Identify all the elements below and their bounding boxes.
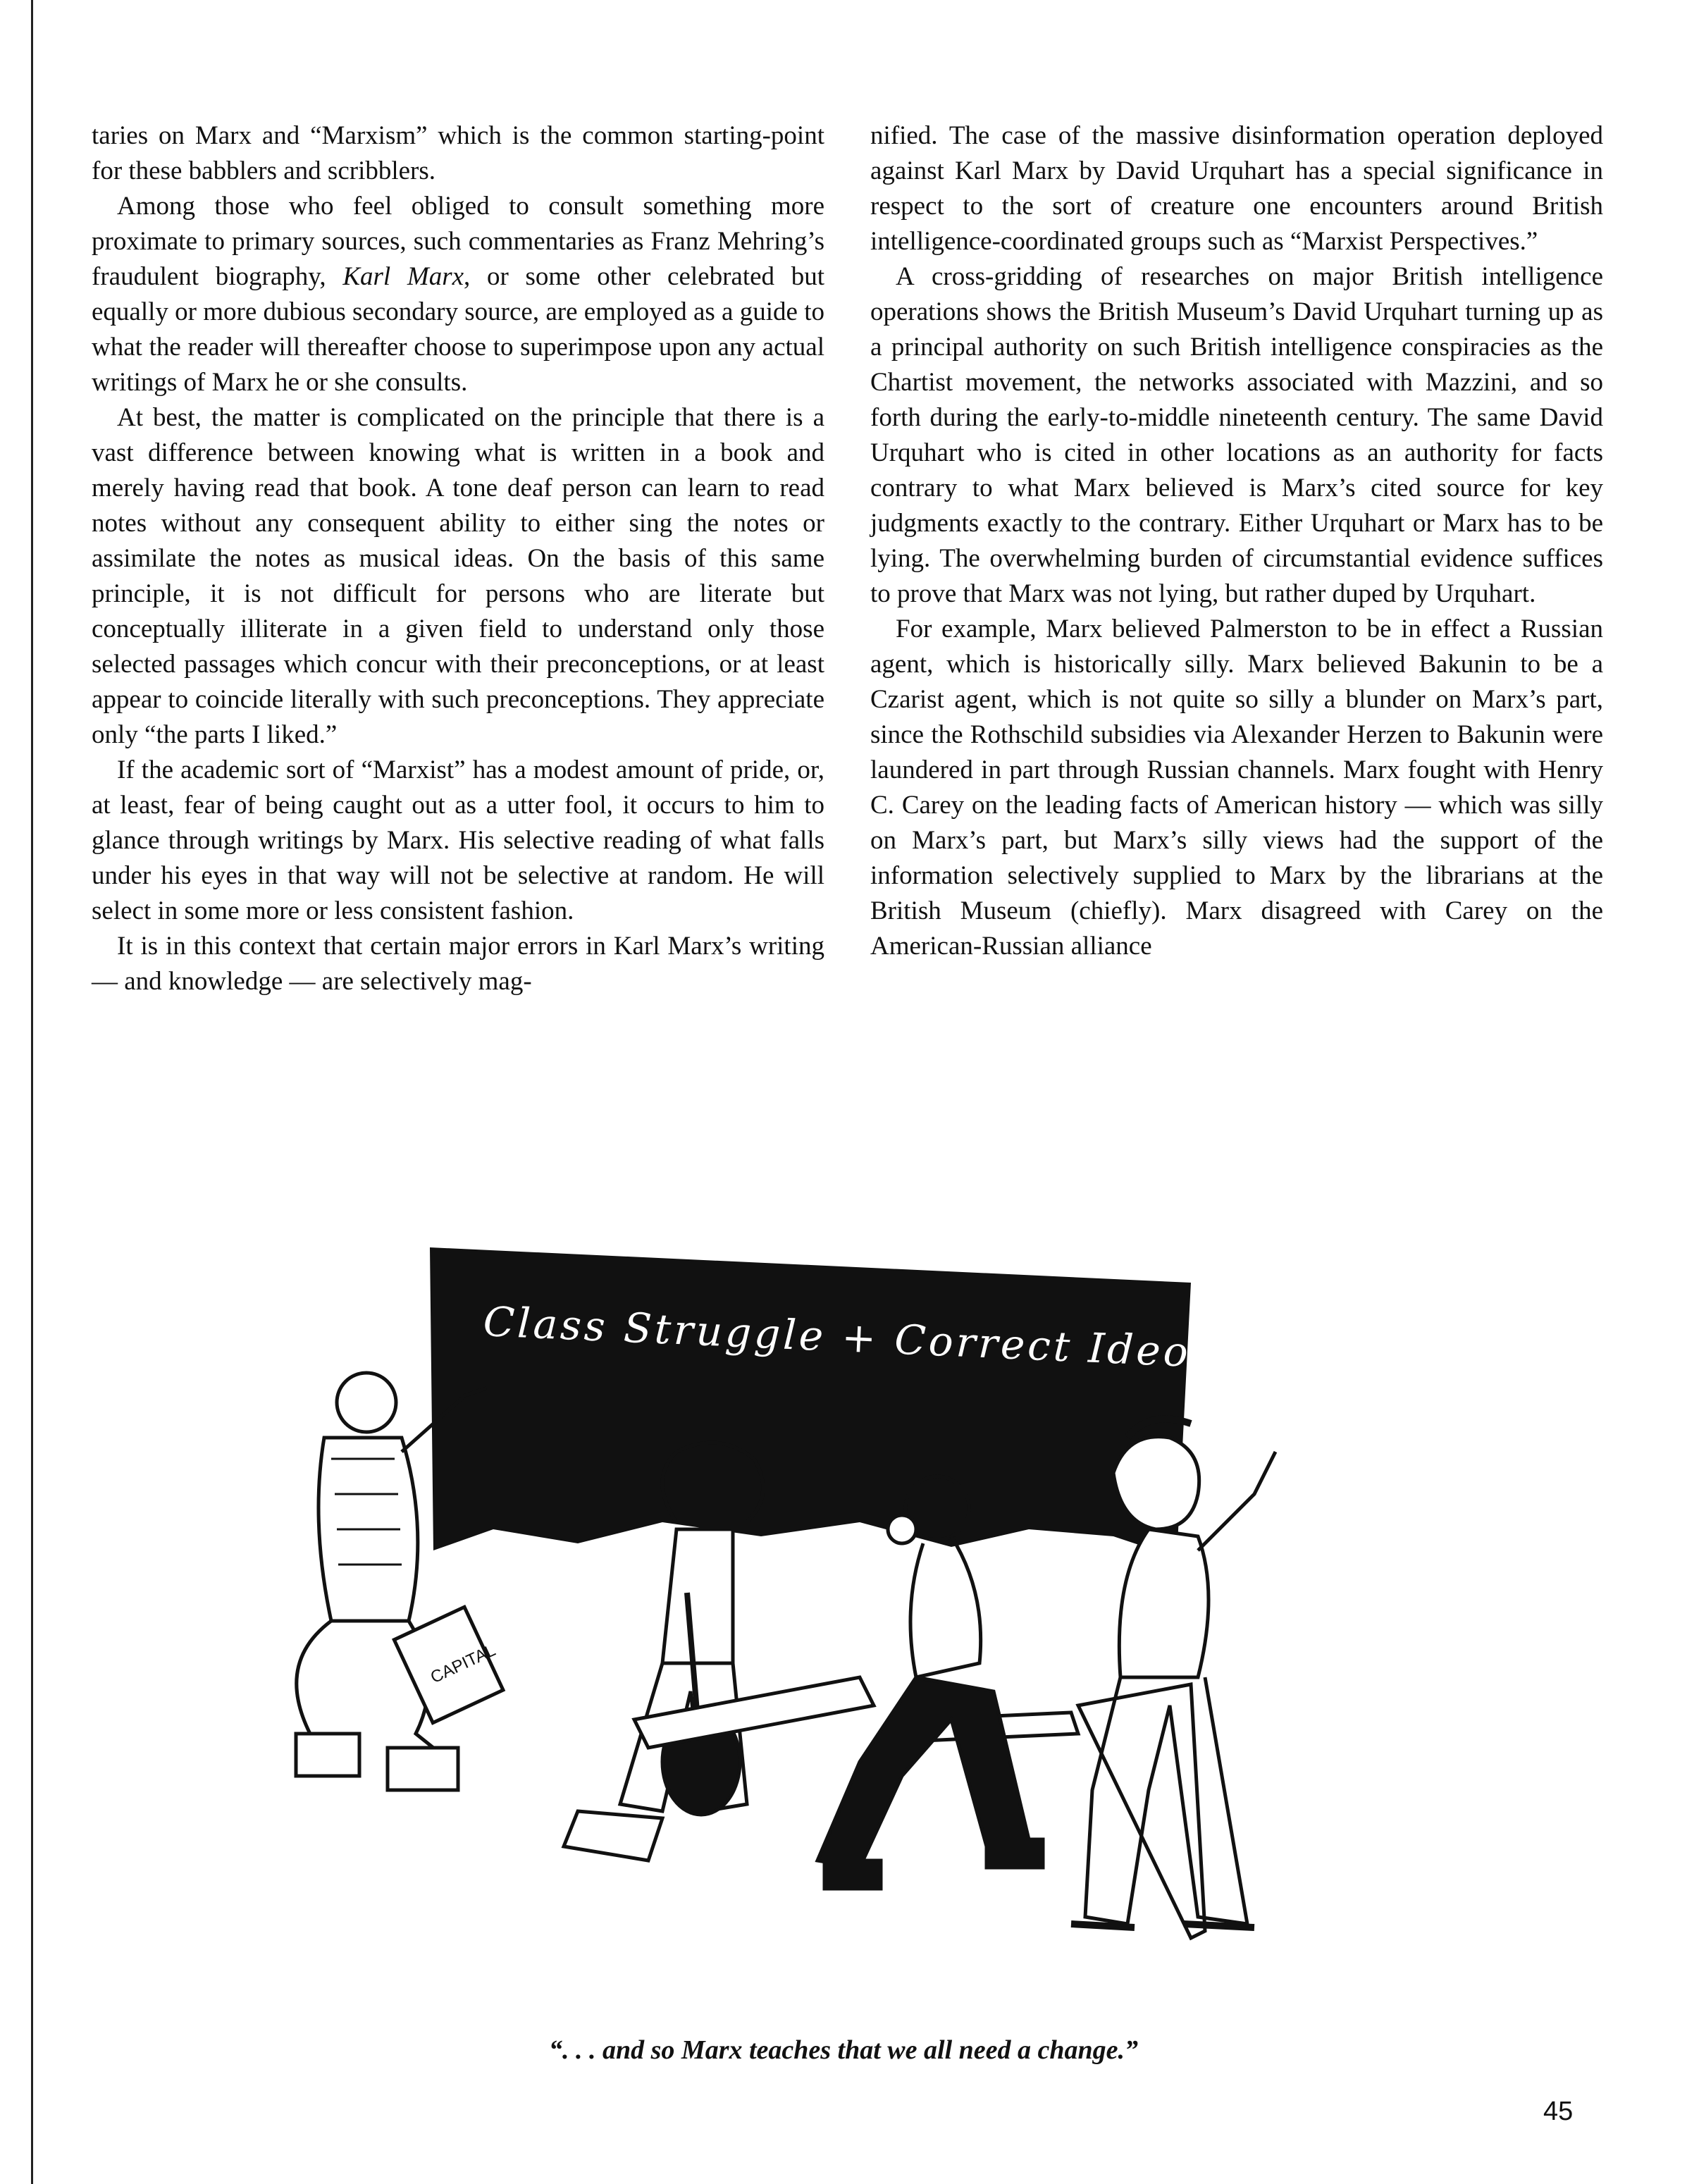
- paragraph: Among those who feel obliged to consult something more proximate to primary sources, such commentaries as Franz Mehring’s fraudulent biography, Karl Marx, or some other celebrated but equally or more dubious secondary source, are employed as a guide to what the reader will thereafter choose to superimpose upon any actual writings of Marx he or she consults.: [92, 192, 825, 397]
- capital-book-label: CAPITAL: [427, 1641, 499, 1688]
- left-column: [92, 118, 824, 999]
- gum-bubble: [888, 1515, 916, 1543]
- paragraph: nified. The case of the massive disinformation operation deployed against Karl Marx by David Urquhart has a special significance in respect to the sort of creature one encounters around British intelligence-coordinated groups such as “Marxist Perspectives.”: [870, 121, 1603, 256]
- right-column: [870, 118, 1603, 964]
- paragraph: It is in this context that certain major errors in Karl Marx’s writing — and knowledge — are selectively mag-: [92, 932, 824, 996]
- paragraph: For example, Marx believed Palmerston to be in effect a Russian agent, which is historically silly. Marx believed Bakunin to be a Czarist agent, which is not quite so silly a blunder on Marx’s part, since the Rothschild subsidies via Alexander Herzen to Bakunin were laundered in part through Russian channels. Marx fought with Henry C. Carey on the leading facts of American history — which was silly on Marx’s part, but Marx’s silly views had the support of the information selectively supplied to Marx by the librarians at the British Museum (chiefly). Marx disagreed with Carey on the American-Russian alliance: [870, 615, 1603, 961]
- blackboard: [430, 1247, 1609, 1557]
- paragraph: A cross-gridding of researches on major British intelligence operations shows the British Museum’s David Urquhart turning up as a principal authority on such British intelligence conspiracies as the Chartist movement, the networks associated with Mazzini, and so forth during the early-to-middle nineteenth century. The same David Urquhart who is cited in other locations as an authority for facts contrary to what Marx believed is Marx’s cited source for key judgments exactly to the contrary. Either Urquhart or Marx has to be lying. The overwhelming burden of circumstantial evidence suffices to prove that Marx was not lying, but rather duped by Urquhart.: [870, 262, 1603, 608]
- classroom-cartoon: [282, 1226, 1609, 2030]
- book-title: Karl Marx: [342, 262, 464, 291]
- margin-rule: [31, 0, 33, 2184]
- paragraph: If the academic sort of “Marxist” has a modest amount of pride, or, at least, fear of being caught out as a utter fool, it occurs to him to glance through writings by Marx. His selective reading of what falls under his eyes in that way will not be selective at random. He will select in some more or less consistent fashion.: [92, 755, 824, 925]
- paragraph: taries on Marx and “Marxism” which is the common starting-point for these babblers and scribblers.: [92, 121, 824, 185]
- paragraph: At best, the matter is complicated on the principle that there is a vast difference between knowing what is written in a book and merely having read that book. A tone deaf person can learn to read notes without any consequent ability to either sing the notes or assimilate the notes as musical ideas. On the basis of this same principle, it is not difficult for persons who are literate but conceptually illiterate in a given field to understand only those selected passages which concur with their preconceptions, or at least appear to coincide literally with such preconceptions. They appreciate only “the parts I liked.”: [92, 403, 824, 749]
- blackboard-equation: Class Struggle + Correct Ideology = Revolution: [482, 1297, 1609, 1395]
- page-number: 45: [1543, 2097, 1574, 2126]
- illustration-caption: “. . . and so Marx teaches that we all need a change.”: [548, 2035, 1139, 2065]
